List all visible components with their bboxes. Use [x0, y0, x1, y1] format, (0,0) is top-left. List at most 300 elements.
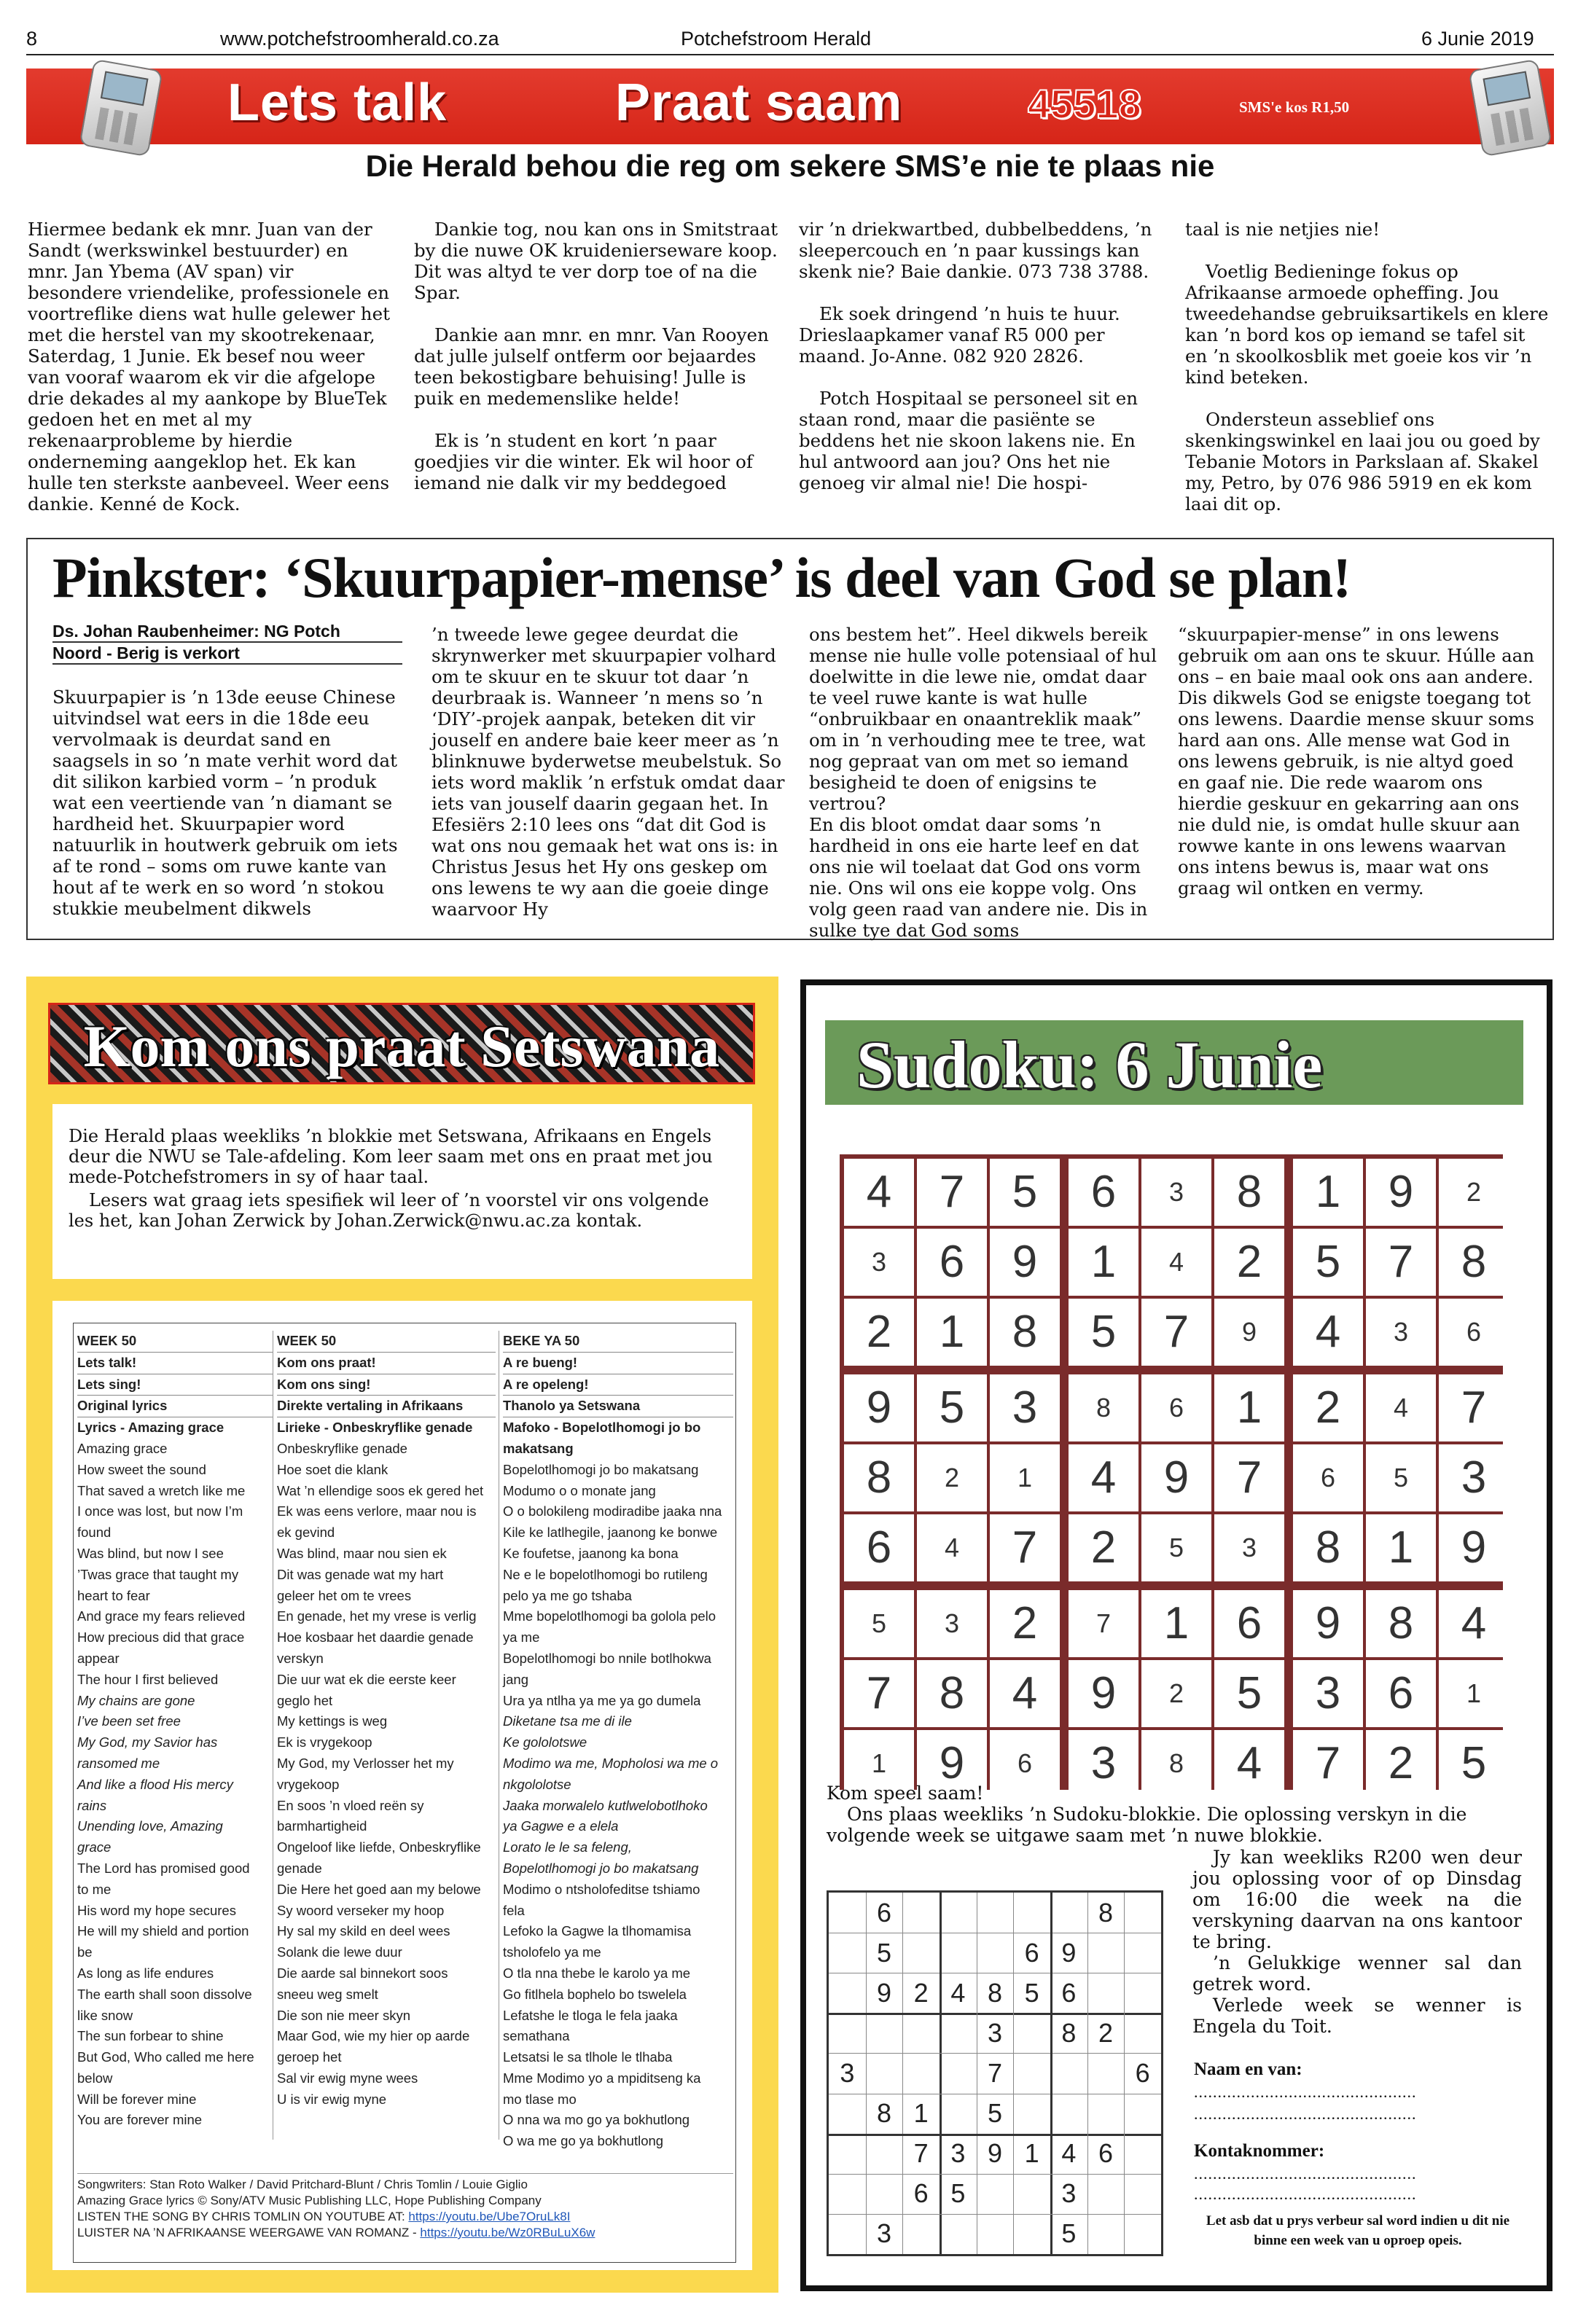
- sudoku-puzzle-cell[interactable]: [1087, 2174, 1125, 2214]
- sudoku-puzzle-cell[interactable]: [1050, 2053, 1087, 2093]
- sudoku-digit: 9: [1012, 1237, 1038, 1287]
- sudoku-digit: 8: [1236, 1167, 1262, 1217]
- sms-message: Ek is ’n student en kort ’n paar goedjies vir die winter. Ek wil hoor of iemand nie dalk vir my beddegoed: [414, 430, 753, 493]
- sudoku-puzzle-cell[interactable]: [866, 2053, 903, 2093]
- lyric-line: Unending love, Amazing: [77, 1818, 223, 1834]
- sudoku-digit: 5: [1461, 1738, 1487, 1788]
- sudoku-puzzle-cell: 8: [876, 2098, 891, 2129]
- sudoku-digit: 5: [1090, 1307, 1117, 1357]
- sudoku-puzzle-cell[interactable]: [1124, 1933, 1161, 1973]
- sudoku-digit: 2: [1012, 1598, 1038, 1648]
- sudoku-puzzle-cell: 8: [987, 1977, 1002, 2008]
- sudoku-solution-cell: [1141, 1374, 1211, 1441]
- sudoku-digit: 4: [1393, 1393, 1409, 1423]
- sudoku-solution-cell: [990, 1159, 1060, 1226]
- lyric-line: Die Here het goed aan my belowe: [277, 1881, 481, 1897]
- sudoku-digit: 7: [939, 1167, 965, 1217]
- sudoku-digit: 8: [1315, 1522, 1341, 1573]
- lyric-line: Lorato le le sa feleng,: [503, 1839, 632, 1855]
- lyric-line: barmhartigheid: [277, 1818, 367, 1834]
- sudoku-solution-cell: [1214, 1159, 1284, 1226]
- lyric-line: ransomed me: [77, 1755, 160, 1771]
- sudoku-solution-cell: [990, 1514, 1060, 1581]
- sudoku-digit: 7: [1315, 1738, 1341, 1788]
- lyric-line: Lirieke - Onbeskryflike genade: [277, 1420, 473, 1436]
- sudoku-digit: 5: [1168, 1533, 1184, 1562]
- sudoku-puzzle-cell: 6: [913, 2178, 929, 2209]
- sudoku-puzzle-cell[interactable]: [829, 2013, 866, 2053]
- lyric-line: tsholofelo ya me: [503, 1944, 601, 1960]
- sudoku-digit: 2: [1315, 1382, 1341, 1433]
- sudoku-solution-cell: [1366, 1159, 1436, 1226]
- sudoku-solution-cell: [917, 1514, 987, 1581]
- lyric-line: Kom ons sing!: [277, 1374, 496, 1396]
- sudoku-puzzle-cell: 6: [1024, 1937, 1039, 1968]
- sudoku-solution-cell: [917, 1660, 987, 1727]
- setswana-intro-box: [52, 1104, 752, 1279]
- sudoku-digit: 4: [944, 1533, 960, 1562]
- sudoku-digit: 4: [1315, 1307, 1341, 1357]
- sudoku-puzzle-cell[interactable]: [829, 1933, 866, 1973]
- lyric-line: Ura ya ntlha ya me ya go dumela: [503, 1692, 701, 1708]
- sudoku-digit: 3: [1461, 1452, 1487, 1503]
- sudoku-puzzle-cell[interactable]: [1124, 1893, 1161, 1933]
- sudoku-digit: 3: [1241, 1533, 1257, 1562]
- sudoku-solution-cell: [1069, 1660, 1138, 1727]
- article-column-1: Skuurpapier is ’n 13de eeuse Chinese uitvindsel wat eers in die 18de eeu vervolmaak is deurdat sand en saagsels in so ’n mate verhit word dat dit silikon karbied vorm – ’n produk wat een veertiende van ’n diamant se hardheid het. Skuurpapier word natuurlik in houtwerk gebruik om iets af te rond – soms om ruwe kante van hout af te werk en so word ’n stokou stukkie meubelment dikwels: [52, 686, 398, 919]
- lyric-line: Maar God, wie my hier op aarde: [277, 2028, 470, 2044]
- lyric-line: My God, my Savior has: [77, 1734, 218, 1750]
- sudoku-digit: 9: [1461, 1522, 1487, 1573]
- sudoku-puzzle-cell: 9: [987, 2138, 1002, 2169]
- lyric-line: Bopelotlhomogi jo bo makatsang: [503, 1461, 699, 1477]
- sudoku-puzzle-cell[interactable]: [1087, 2214, 1125, 2254]
- credits-songwriters: Songwriters: Stan Roto Walker / David Pritchard-Blunt / Chris Tomlin / Louie Giglio: [77, 2178, 528, 2191]
- lyric-line: WEEK 50: [277, 1331, 496, 1353]
- lyric-line: pelo ya me go tshaba: [503, 1587, 632, 1603]
- sudoku-solution-cell: [1069, 1514, 1138, 1581]
- sudoku-solution-cell: [1293, 1374, 1363, 1441]
- sudoku-solution-cell: [1366, 1374, 1436, 1441]
- lyric-line: Original lyrics: [77, 1396, 273, 1417]
- lyric-line: My chains are gone: [77, 1692, 195, 1708]
- sudoku-digit: 7: [866, 1668, 892, 1718]
- paper-name: Potchefstroom Herald: [681, 28, 872, 50]
- lyric-line: mo tlase mo: [503, 2091, 577, 2107]
- sms-disclaimer: Die Herald behou die reg om sekere SMS’e nie te plaas nie: [365, 149, 1215, 183]
- setswana-title: Kom ons praat Setswana: [83, 1013, 720, 1079]
- sudoku-puzzle-cell[interactable]: [977, 2214, 1014, 2254]
- sudoku-solution-cell: [1141, 1299, 1211, 1366]
- lyric-line: vrygekoop: [277, 1776, 340, 1792]
- sudoku-digit: 7: [1095, 1608, 1112, 1638]
- sudoku-puzzle-cell[interactable]: [902, 2013, 940, 2053]
- lyric-line: O wa me go ya bokhutlong: [503, 2133, 664, 2149]
- youtube-link-afrikaans[interactable]: https://youtu.be/Wz0RBuLuX6w: [420, 2226, 595, 2239]
- lyric-line: You are forever mine: [77, 2112, 203, 2128]
- sudoku-digit: 5: [1315, 1237, 1341, 1287]
- sudoku-digit: 5: [1236, 1668, 1262, 1718]
- sudoku-puzzle-cell[interactable]: [940, 2214, 977, 2254]
- sudoku-puzzle-cell[interactable]: [829, 1893, 866, 1933]
- sudoku-digit: 2: [944, 1463, 960, 1492]
- sudoku-solution-cell: [917, 1229, 987, 1296]
- lyric-line: Bopelotlhomogi jo bo makatsang: [503, 1860, 699, 1876]
- sudoku-solution-cell: [1141, 1590, 1211, 1657]
- sudoku-digit: 7: [1012, 1522, 1038, 1573]
- sudoku-digit: 1: [1090, 1237, 1117, 1287]
- lyric-line: Ke foufetse, jaanong ka bona: [503, 1545, 679, 1561]
- sudoku-digit: 2: [1388, 1738, 1414, 1788]
- sudoku-puzzle-cell: 3: [950, 2138, 966, 2169]
- sudoku-puzzle-cell: 5: [1061, 2218, 1077, 2249]
- sudoku-solution-cell: [1214, 1590, 1284, 1657]
- sudoku-digit: 1: [1163, 1598, 1190, 1648]
- sudoku-puzzle-cell[interactable]: [866, 2134, 903, 2174]
- sudoku-puzzle-cell[interactable]: [1013, 2214, 1050, 2254]
- sudoku-digit: 4: [1461, 1598, 1487, 1648]
- sudoku-solution-cell: [844, 1660, 914, 1727]
- sudoku-digit: 3: [1168, 1177, 1184, 1207]
- sudoku-digit: 4: [1090, 1452, 1117, 1503]
- banner-title-right: Praat saam: [615, 74, 903, 132]
- lyric-line: to me: [77, 1881, 112, 1897]
- lyric-line: Will be forever mine: [77, 2091, 197, 2107]
- lyric-line: Jaaka morwalelo kutlwelobotlhoko: [503, 1797, 708, 1813]
- sudoku-digit: 8: [1388, 1598, 1414, 1648]
- lyric-line: Hoe soet die klank: [277, 1461, 388, 1477]
- sudoku-puzzle-cell[interactable]: [829, 2214, 866, 2254]
- issue-date: 6 Junie 2019: [1421, 28, 1534, 50]
- sudoku-puzzle-cell: 6: [1098, 2138, 1113, 2169]
- sudoku-puzzle-cell[interactable]: [1050, 1893, 1087, 1933]
- lyric-line: found: [77, 1525, 112, 1541]
- sudoku-puzzle-cell: 1: [913, 2098, 929, 2129]
- sms-cost: SMS'e kos R1,50: [1239, 98, 1350, 116]
- sudoku-puzzle-cell[interactable]: [1124, 2174, 1161, 2214]
- sudoku-solution-cell: [1069, 1299, 1138, 1366]
- sudoku-puzzle-cell[interactable]: [1124, 1973, 1161, 2013]
- lyric-line: Kile ke latlhegile, jaanong ke bonwe: [503, 1525, 718, 1541]
- byline-divider: [52, 663, 402, 665]
- lyric-line: Kom ons praat!: [277, 1353, 496, 1374]
- lyric-line: Go fitlhela bophelo bo tswelela: [503, 1986, 687, 2002]
- sudoku-digit: 1: [1236, 1382, 1262, 1433]
- sudoku-solution-cell: [917, 1159, 987, 1226]
- lyrics-column-afrikaans: [277, 1331, 496, 2110]
- sudoku-puzzle-cell[interactable]: [940, 1933, 977, 1973]
- sudoku-solution-grid: [840, 1154, 1503, 1790]
- lyric-line: But God, Who called me here: [77, 2049, 254, 2065]
- sudoku-solution-cell: [917, 1590, 987, 1657]
- sudoku-prize: Jy kan weekliks R200 wen deur jou oplossing voor of op Dinsdag om 16:00 die week na die verskyning daarvan na ons kantoor te bring.: [1192, 1847, 1522, 1952]
- lyric-line: geglo het: [277, 1692, 333, 1708]
- lyric-line: As long as life endures: [77, 1965, 214, 1981]
- sudoku-digit: 3: [1012, 1382, 1038, 1433]
- sudoku-solution-cell: [1214, 1514, 1284, 1581]
- sudoku-puzzle-cell[interactable]: [866, 2013, 903, 2053]
- sudoku-solution-cell: [844, 1590, 914, 1657]
- sudoku-puzzle-cell[interactable]: [902, 2053, 940, 2093]
- sudoku-puzzle-cell: 5: [987, 2098, 1002, 2129]
- lyric-line: The sun forbear to shine: [77, 2028, 224, 2044]
- sudoku-digit: 2: [1236, 1237, 1262, 1287]
- article-byline: [52, 621, 402, 665]
- sudoku-digit: 8: [1095, 1393, 1112, 1423]
- sudoku-digit: 2: [1466, 1177, 1482, 1207]
- lyric-line: rains: [77, 1797, 107, 1813]
- sudoku-puzzle-cell[interactable]: [940, 2094, 977, 2134]
- sudoku-solution-cell: [1141, 1660, 1211, 1727]
- sudoku-digit: 3: [944, 1608, 960, 1638]
- lyric-line: sneeu weg smelt: [277, 1986, 378, 2002]
- sudoku-puzzle-cell[interactable]: [977, 1893, 1014, 1933]
- sms-column-3: [799, 219, 1163, 493]
- lyric-line: The hour I first believed: [77, 1671, 219, 1687]
- sudoku-digit: 3: [1315, 1668, 1341, 1718]
- sudoku-puzzle-cell: 1: [1024, 2138, 1039, 2169]
- sudoku-puzzle-cell[interactable]: [940, 2053, 977, 2093]
- sudoku-puzzle-cell[interactable]: [1124, 2214, 1161, 2254]
- contact-field-line-2[interactable]: ...............................................: [1194, 2185, 1417, 2203]
- lyric-line: Lets sing!: [77, 1374, 273, 1396]
- sudoku-digit: 1: [1466, 1678, 1482, 1708]
- lyric-line: Diketane tsa me di ile: [503, 1713, 632, 1729]
- lyric-line: O tla nna thebe le karolo ya me: [503, 1965, 691, 1981]
- sudoku-puzzle-cell[interactable]: [1087, 1973, 1125, 2013]
- sudoku-solution-cell: [1439, 1444, 1509, 1511]
- sudoku-solution-cell: [1366, 1444, 1436, 1511]
- lyric-line: My God, my Verlosser het my: [277, 1755, 454, 1771]
- lyric-line: Modimo o ntsholofeditse tshiamo: [503, 1881, 700, 1897]
- sudoku-digit: 6: [939, 1237, 965, 1287]
- sudoku-digit: 9: [866, 1382, 892, 1433]
- lyric-line: A re opeleng!: [503, 1374, 733, 1396]
- sudoku-puzzle-cell[interactable]: [1087, 2053, 1125, 2093]
- sudoku-solution-cell: [1439, 1299, 1509, 1366]
- lyric-line: heart to fear: [77, 1587, 150, 1603]
- sudoku-puzzle-cell[interactable]: [902, 2214, 940, 2254]
- lyric-line: Ne e le bopelotlhomogi bo rutileng: [503, 1566, 708, 1582]
- sudoku-puzzle-cell[interactable]: [940, 2013, 977, 2053]
- sudoku-puzzle-cell: 5: [1024, 1977, 1039, 2008]
- sudoku-puzzle-cell[interactable]: [1124, 2013, 1161, 2053]
- sudoku-solution-cell: [1439, 1660, 1509, 1727]
- lyric-line: appear: [77, 1650, 120, 1666]
- lyric-line: Mme bopelotlhomogi ba golola pelo: [503, 1608, 716, 1624]
- lyric-line: BEKE YA 50: [503, 1331, 733, 1353]
- sudoku-solution-cell: [844, 1159, 914, 1226]
- sudoku-digit: 2: [866, 1307, 892, 1357]
- sudoku-puzzle-cell[interactable]: [1050, 2094, 1087, 2134]
- lyric-line: Ek was eens verlore, maar nou is: [277, 1503, 477, 1519]
- lyric-line: Modumo o o monate jang: [503, 1482, 656, 1498]
- sudoku-solution-cell: [1214, 1229, 1284, 1296]
- lyric-line: genade: [277, 1860, 322, 1876]
- lyric-line: Die son nie meer skyn: [277, 2007, 411, 2023]
- sudoku-digit: 4: [1168, 1247, 1184, 1277]
- lyric-line: That saved a wretch like me: [77, 1482, 246, 1498]
- sudoku-puzzle-cell: 6: [876, 1897, 891, 1928]
- sms-message: Ondersteun asseblief ons skenkingswinkel en laai jou ou goed by Tebanie Motors in Parkslaan af. Skakel my, Petro, by 076 986 5919 en ek kom laai dit op.: [1185, 409, 1540, 515]
- sudoku-puzzle-cell[interactable]: [1087, 2094, 1125, 2134]
- sudoku-puzzle-cell[interactable]: [829, 2134, 866, 2174]
- sms-column-2: [414, 219, 778, 493]
- sudoku-puzzle-cell[interactable]: [1013, 2013, 1050, 2053]
- sudoku-puzzle-cell[interactable]: [977, 1933, 1014, 1973]
- sudoku-solution-cell: [1214, 1444, 1284, 1511]
- sudoku-intro: [827, 1783, 1526, 1846]
- sudoku-puzzle-cell[interactable]: [1013, 2053, 1050, 2093]
- sudoku-puzzle-cell[interactable]: [829, 2094, 866, 2134]
- sudoku-solution-cell: [1293, 1514, 1363, 1581]
- sudoku-solution-cell: [1069, 1590, 1138, 1657]
- youtube-link-english[interactable]: https://youtu.be/Ube7OruLk8I: [408, 2210, 571, 2223]
- sudoku-solution-cell: [917, 1299, 987, 1366]
- sudoku-digit: 8: [1461, 1237, 1487, 1287]
- lyric-line: below: [77, 2070, 113, 2086]
- sudoku-digit: 1: [1017, 1463, 1033, 1492]
- sms-message: Dankie tog, nou kan ons in Smitstraat by die nuwe OK kruidenierseware koop. Dit was altyd te ver dorp toe of na die Spar.: [414, 219, 778, 303]
- lyric-line: Thanolo ya Setswana: [503, 1396, 733, 1417]
- sudoku-puzzle-grid[interactable]: [827, 1890, 1163, 2256]
- sudoku-solution-cell: [917, 1374, 987, 1441]
- name-field[interactable]: ...............................................: [1194, 2083, 1417, 2101]
- lyric-line: Ek is vrygekoop: [277, 1734, 372, 1750]
- article-column-3: ons bestem het”. Heel dikwels bereik mense nie hulle volle potensiaal of hul doelwitte in die lewe nie, omdat daar te veel ruwe kante is wat hulle “onbruikbaar en onaantreklik maak” om in ’n verhouding mee te tree, wat nog gepraat van om met so iemand besigheid te doen of enigsins te vertrou? En dis bloot omdat daar soms ’n hardheid in ons eie harte leef en dat ons nie wil toelaat dat God ons vorm nie. Ons wil ons eie koppe volg. Ons volg geen raad van andere nie. Dis in sulke tye dat God soms: [809, 624, 1157, 941]
- sudoku-puzzle-cell: 2: [913, 1977, 929, 2008]
- sudoku-puzzle-cell[interactable]: [1124, 2094, 1161, 2134]
- sudoku-puzzle-cell: 3: [840, 2057, 855, 2088]
- lyric-line: My kettings is weg: [277, 1713, 388, 1729]
- lyric-line: Sal vir ewig myne wees: [277, 2070, 418, 2086]
- site-url[interactable]: www.potchefstroomherald.co.za: [220, 28, 499, 50]
- sudoku-digit: 7: [1388, 1237, 1414, 1287]
- page-number: 8: [26, 28, 38, 50]
- lyric-line: Lets talk!: [77, 1353, 273, 1374]
- lyric-line: jang: [503, 1671, 528, 1687]
- lyric-line: Wat ’n ellendige soos ek gered het: [277, 1482, 484, 1498]
- lyric-line: Hoe kosbaar het daardie genade: [277, 1629, 474, 1646]
- lyric-line: And grace my fears relieved: [77, 1608, 246, 1624]
- credits-publisher: Amazing Grace lyrics © Sony/ATV Music Publishing LLC, Hope Publishing Company: [77, 2194, 542, 2207]
- sudoku-solution-cell: [1069, 1229, 1138, 1296]
- sudoku-puzzle-cell[interactable]: [1087, 1933, 1125, 1973]
- sudoku-solution-cell: [1366, 1299, 1436, 1366]
- sudoku-puzzle-cell[interactable]: [1013, 1893, 1050, 1933]
- lyric-line: How precious did that grace: [77, 1629, 245, 1646]
- sudoku-puzzle-cell: 8: [1061, 2017, 1077, 2048]
- lyric-line: Ke gololotswe: [503, 1734, 587, 1750]
- sms-message: taal is nie netjies nie!: [1185, 219, 1380, 240]
- sudoku-digit: 1: [1315, 1167, 1341, 1217]
- mobile-phone-icon: [1468, 59, 1552, 157]
- sudoku-puzzle-cell: 3: [1061, 2178, 1077, 2209]
- sudoku-solution-cell: [1069, 1374, 1138, 1441]
- sms-column-4: [1185, 219, 1550, 515]
- sudoku-puzzle-cell[interactable]: [902, 1933, 940, 1973]
- lyric-line: Direkte vertaling in Afrikaans: [277, 1396, 496, 1417]
- sudoku-solution-cell: [1214, 1374, 1284, 1441]
- name-field-line-2[interactable]: ...............................................: [1194, 2105, 1417, 2123]
- sudoku-digit: 3: [871, 1247, 887, 1277]
- contact-field[interactable]: ...............................................: [1194, 2164, 1417, 2183]
- sudoku-digit: 8: [1168, 1748, 1184, 1778]
- sudoku-digit: 6: [1168, 1393, 1184, 1423]
- sms-message: Ek soek dringend ’n huis te huur. Drieslaapkamer vanaf R5 000 per maand. Jo-Anne. 082 920 2826.: [799, 303, 1120, 367]
- sudoku-digit: 2: [1168, 1678, 1184, 1708]
- sudoku-digit: 8: [866, 1452, 892, 1503]
- sudoku-solution-cell: [1366, 1514, 1436, 1581]
- sudoku-digit: 3: [1393, 1317, 1409, 1347]
- sudoku-puzzle-cell[interactable]: [866, 2174, 903, 2214]
- article-headline: Pinkster: ‘Skuurpapier-mense’ is deel van God se plan!: [52, 546, 1351, 609]
- lyric-line: U is vir ewig myne: [277, 2091, 387, 2107]
- lyrics-column-setswana: [503, 1331, 733, 2152]
- lyric-line: Modimo wa me, Mopholosi wa me o: [503, 1755, 719, 1771]
- sudoku-solution-cell: [844, 1229, 914, 1296]
- sudoku-solution-cell: [1439, 1229, 1509, 1296]
- lyric-line: Die uur wat ek die eerste keer: [277, 1671, 456, 1687]
- article-column-2: ’n tweede lewe gegee deurdat die skrynwerker met skuurpapier volhard om te skuur en te skuur tot daar ’n deurbraak is. Wanneer ’n mens so ’n ‘DIY’-projek aanpak, beteken dit vir jouself en andere baie keer meer as ’n blinknuwe byderwetse meubelstuk. So iets word maklik ’n erfstuk omdat daar iets van jouself daarin gegaan het. In Efesiërs 2:10 lees ons “dat dit God is wat ons nou gemaak het wat ons is: in Christus Jesus het Hy ons geskep om ons lewens te wy aan die goeie dinge waarvoor Hy: [431, 624, 785, 920]
- sudoku-digit: 6: [1236, 1598, 1262, 1648]
- sudoku-last-winner: Verlede week se wenner is Engela du Toit.: [1192, 1995, 1522, 2037]
- lyric-line: Lefoko la Gagwe la tlhomamisa: [503, 1923, 692, 1939]
- sudoku-puzzle-cell[interactable]: [902, 1893, 940, 1933]
- sudoku-digit: 1: [939, 1307, 965, 1357]
- sudoku-puzzle-cell: 7: [987, 2057, 1002, 2088]
- lyric-line: His word my hope secures: [77, 1902, 236, 1918]
- sudoku-digit: 6: [1017, 1748, 1033, 1778]
- lyric-line: Mafoko - Bopelotlhomogi jo bo: [503, 1420, 701, 1436]
- lyric-line: Was blind, but now I see: [77, 1545, 224, 1561]
- credits-luister-label: LUISTER NA ’N AFRIKAANSE WEERGAWE VAN ROMANZ -: [77, 2226, 421, 2239]
- sudoku-puzzle-cell: 5: [950, 2178, 966, 2209]
- sudoku-puzzle-cell[interactable]: [829, 1973, 866, 2013]
- lyric-line: Solank die lewe duur: [277, 1944, 402, 1960]
- sms-message: vir ’n driekwartbed, dubbelbeddens, ’n sleepercouch en ’n paar kussings kan skenk nie? Baie dankie. 073 738 3788.: [799, 219, 1152, 282]
- sudoku-puzzle-cell[interactable]: [1013, 2174, 1050, 2214]
- sms-number: 45518: [1028, 81, 1141, 127]
- sudoku-digit: 9: [1090, 1668, 1117, 1718]
- lyric-line: En genade, het my vrese is verlig: [277, 1608, 477, 1624]
- sudoku-puzzle-cell[interactable]: [1124, 2134, 1161, 2174]
- lyric-line: nkgololotse: [503, 1776, 571, 1792]
- sudoku-solution-cell: [990, 1444, 1060, 1511]
- sudoku-puzzle-cell[interactable]: [977, 2174, 1014, 2214]
- sudoku-digit: 5: [939, 1382, 965, 1433]
- lyric-line: fela: [503, 1902, 525, 1918]
- sudoku-description: Ons plaas weekliks ’n Sudoku-blokkie. Die oplossing verskyn in die volgende week se uitgawe saam met ’n nuwe blokkie.: [827, 1804, 1467, 1846]
- sudoku-digit: 7: [1461, 1382, 1487, 1433]
- sudoku-solution-cell: [1214, 1299, 1284, 1366]
- sudoku-puzzle-cell[interactable]: [829, 2174, 866, 2214]
- lyric-line: How sweet the sound: [77, 1461, 206, 1477]
- credits-listen-label: LISTEN THE SONG BY CHRIS TOMLIN ON YOUTUBE AT:: [77, 2210, 409, 2223]
- sudoku-solution-cell: [844, 1514, 914, 1581]
- sudoku-puzzle-cell[interactable]: [940, 1893, 977, 1933]
- lyric-line: A re bueng!: [503, 1353, 733, 1374]
- sudoku-puzzle-cell[interactable]: [1013, 2094, 1050, 2134]
- lyric-line: I once was lost, but now I’m: [77, 1503, 243, 1519]
- sudoku-digit: 9: [939, 1738, 965, 1788]
- byline-author: Ds. Johan Raubenheimer: NG Potch: [52, 622, 340, 641]
- sudoku-solution-cell: [1141, 1159, 1211, 1226]
- banner-title-left: Lets talk: [227, 74, 448, 132]
- sudoku-solution-cell: [1141, 1514, 1211, 1581]
- lyric-line: Hy sal my skild en deel wees: [277, 1923, 450, 1939]
- song-credits: [77, 2173, 733, 2241]
